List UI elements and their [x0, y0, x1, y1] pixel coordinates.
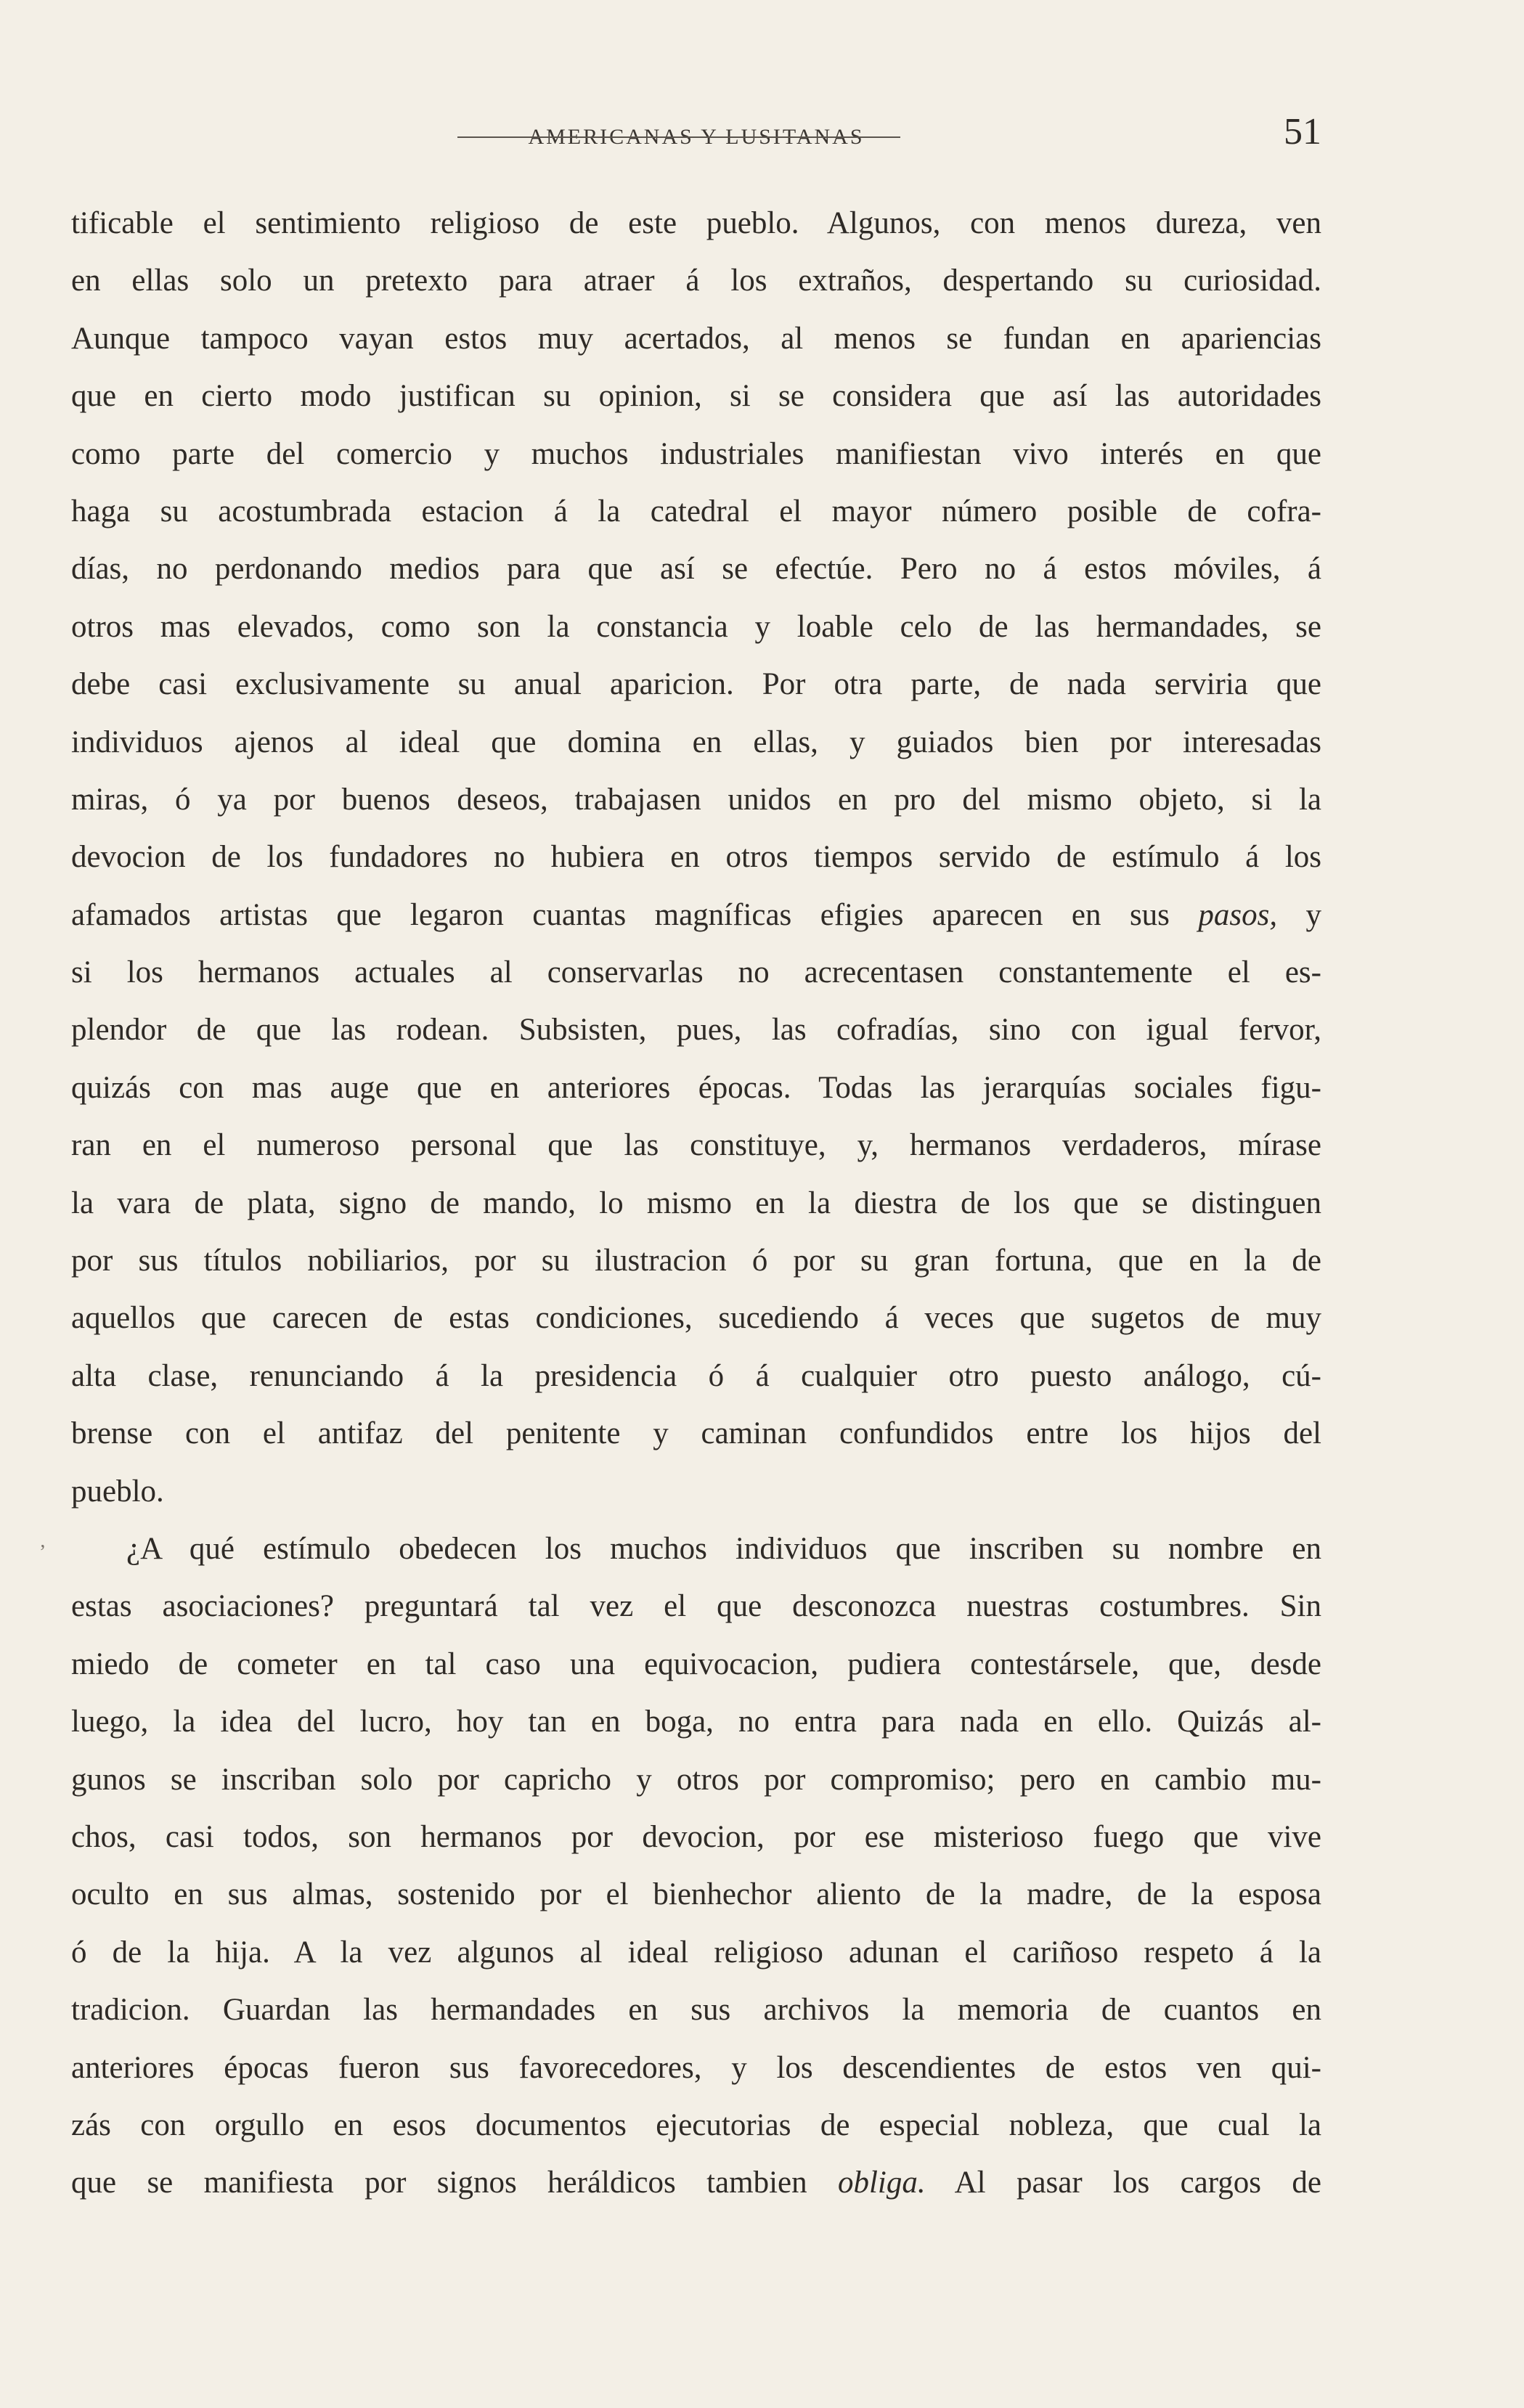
text-line-with-italic: [71, 2154, 1321, 2211]
text-line-with-italic: [71, 886, 1321, 944]
paragraph-start-line: ¿A qué estímulo obedecen los muchos individuos que inscriben su nombre en: [126, 1531, 1321, 1566]
text-line: alta clase, renunciando á la presidencia ó á cualquier otro puesto análogo, cú-: [71, 1358, 1321, 1393]
text-line: estas asociaciones? preguntará tal vez el que desconozca nuestras costumbres. Sin: [71, 1589, 1321, 1624]
margin-mark: ’: [39, 1541, 46, 1564]
text-line: quizás con mas auge que en anteriores épocas. Todas las jerarquías sociales figu-: [71, 1070, 1321, 1105]
text-line: como parte del comercio y muchos industriales manifiestan vivo interés en que: [71, 436, 1321, 471]
text-line: plendor de que las rodean. Subsisten, pues, las cofradías, sino con igual fervor,: [71, 1013, 1321, 1048]
text-line: por sus títulos nobiliarios, por su ilustracion ó por su gran fortuna, que en la de: [71, 1244, 1321, 1278]
text-line: ran en el numeroso personal que las constituye, y, hermanos verdaderos, mírase: [71, 1128, 1321, 1163]
text-line: luego, la idea del lucro, hoy tan en boga, no entra para nada en ello. Quizás al-: [71, 1705, 1321, 1739]
text-line: oculto en sus almas, sostenido por el bienhechor aliento de la madre, de la esposa: [71, 1877, 1321, 1912]
text-line: tradicion. Guardan las hermandades en sus archivos la memoria de cuantos en: [71, 1993, 1321, 2028]
text-line: aquellos que carecen de estas condiciones, sucediendo á veces que sugetos de muy: [71, 1301, 1321, 1336]
text-line: Aunque tampoco vayan estos muy acertados, al menos se fundan en apariencias: [71, 321, 1321, 356]
text-line: miedo de cometer en tal caso una equivocacion, pudiera contestársele, que, desde: [71, 1646, 1321, 1681]
text-line: brense con el antifaz del penitente y caminan confundidos entre los hijos del: [71, 1416, 1321, 1451]
text-line: anteriores épocas fueron sus favorecedores, y los descendientes de estos ven qui-: [71, 2050, 1321, 2085]
running-title: AMERICANAS Y LUSITANAS: [528, 125, 865, 149]
text-line: devocion de los fundadores no hubiera en otros tiempos servido de estímulo á los: [71, 840, 1321, 875]
text-line: la vara de plata, signo de mando, lo mismo en la diestra de los que se distinguen: [71, 1185, 1321, 1220]
text-line: individuos ajenos al ideal que domina en ellas, y guiados bien por interesadas: [71, 725, 1321, 759]
text-line: chos, casi todos, son hermanos por devocion, por ese misterioso fuego que vive: [71, 1819, 1321, 1854]
header-rule: [457, 136, 900, 138]
italic-word: obliga.: [837, 2166, 926, 2200]
text-line: gunos se inscriban solo por capricho y otros por compromiso; pero en cambio mu-: [71, 1762, 1321, 1797]
text-segment: Al pasar los cargos de: [925, 2166, 1321, 2200]
text-line: haga su acostumbrada estacion á la catedral el mayor número posible de cofra-: [71, 494, 1321, 528]
text-segment: y: [1277, 897, 1322, 932]
text-line: si los hermanos actuales al conservarlas no acrecentasen constantemente el es-: [71, 955, 1321, 990]
italic-word: pasos,: [1198, 897, 1278, 932]
text-line: zás con orgullo en esos documentos ejecutorias de especial nobleza, que cual la: [71, 2107, 1321, 2142]
text-line: debe casi exclusivamente su anual aparicion. Por otra parte, de nada serviria que: [71, 667, 1321, 702]
paragraph-end-line: pueblo.: [71, 1474, 164, 1509]
text-segment: afamados artistas que legaron cuantas magníficas efigies aparecen en sus: [71, 897, 1170, 932]
text-line: que en cierto modo justifican su opinion, si se considera que así las autoridades: [71, 379, 1321, 414]
text-line: miras, ó ya por buenos deseos, trabajasen unidos en pro del mismo objeto, si la: [71, 782, 1321, 817]
body-text: [71, 195, 1321, 2212]
text-line: en ellas solo un pretexto para atraer á los extraños, despertando su curiosidad.: [71, 264, 1321, 298]
text-segment: que se manifiesta por signos heráldicos tambien: [71, 2166, 807, 2200]
page-number: 51: [1284, 111, 1321, 152]
text-line: otros mas elevados, como son la constancia y loable celo de las hermandades, se: [71, 609, 1321, 644]
running-header: [71, 110, 1321, 154]
text-line: días, no perdonando medios para que así se efectúe. Pero no á estos móviles, á: [71, 552, 1321, 587]
text-line: tificable el sentimiento religioso de este pueblo. Algunos, con menos dureza, ven: [71, 206, 1321, 240]
text-line: ó de la hija. A la vez algunos al ideal religioso adunan el cariñoso respeto á la: [71, 1935, 1321, 1970]
